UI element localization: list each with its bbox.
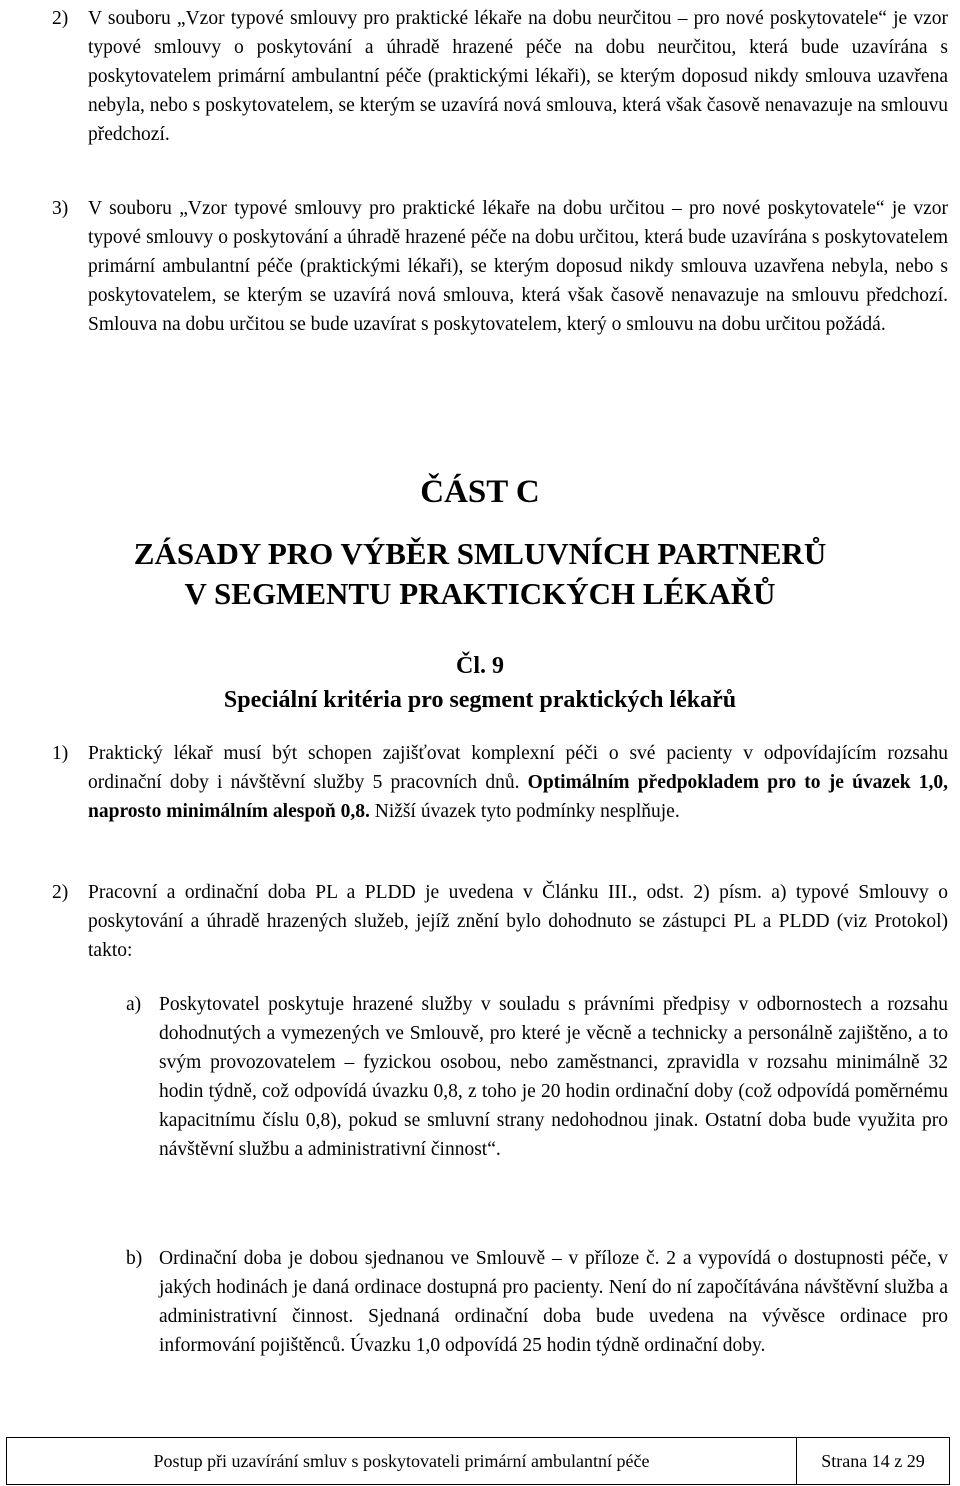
footer-document-title: Postup při uzavírání smluv s poskytovateli primární ambulantní péče xyxy=(7,1438,797,1484)
paragraph-item-3 xyxy=(52,194,948,339)
page-footer xyxy=(6,1437,950,1485)
sub-item-letter: a) xyxy=(126,994,142,1015)
item-text-part: Praktický lékař musí být schopen zajišťovat komplexní péči o své pacienty v odpovídajícím rozsahu ordinační doby i návštěvní služby 5 pracovních dnů. xyxy=(88,743,948,793)
article-item-1 xyxy=(52,739,948,826)
item-text-bold: Optimálním předpokladem pro to je úvazek 1,0, naprosto minimálním alespoň 0,8. xyxy=(88,772,948,822)
part-subtitle-line2: V SEGMENTU PRAKTICKÝCH LÉKAŘŮ xyxy=(184,576,776,611)
sub-item-text: Ordinační doba je dobou sjednanou ve Smlouvě – v příloze č. 2 a vypovídá o dostupnosti péče, v jakých hodinách je daná ordinace dostupná pro pacienty. Není do ní započítávána návštěvní služba a administrativní činnost. Sjednaná ordinační doba bude uvedena na vývěsce ordinace pro informování pojištěnců. Úvazku 1,0 odpovídá 25 hodin týdně ordinační doby. xyxy=(159,1248,948,1356)
sub-item-text: Poskytovatel poskytuje hrazené služby v souladu s právními předpisy v odbornostech a rozsahu dohodnutých a vymezených ve Smlouvě, pro které je věcně a technicky a personálně zajištěno, a to svým provozovatelem – fyzickou osobou, nebo zaměstnanci, zpravidla v rozsahu minimálně 32 hodin týdně, což odpovídá úvazku 0,8, z toho je 20 hodin ordinační doby (což odpovídá poměrnému kapacitnímu číslu 0,8), pokud se smluvní strany nedohodnou jinak. Ostatní doba bude využita pro návštěvní službu a administrativní činnost“. xyxy=(159,994,948,1160)
article-item-2 xyxy=(52,878,948,965)
article-title: Speciální kritéria pro segment praktických lékařů xyxy=(223,687,737,713)
part-title: ČÁST C xyxy=(420,474,540,510)
footer-page-number: Strana 14 z 29 xyxy=(821,1450,925,1471)
item-number: 2) xyxy=(52,8,69,29)
item-text: Pracovní a ordinační doba PL a PLDD je uvedena v Článku III., odst. 2) písm. a) typové Smlouvy o poskytování a úhradě hrazených služeb, jejíž znění bylo dohodnuto se zástupci PL a PLDD (viz Protokol) takto: xyxy=(88,882,948,961)
item-text-part: Nižší úvazek tyto podmínky nesplňuje. xyxy=(369,801,680,822)
part-subtitle-line1: ZÁSADY PRO VÝBĚR SMLUVNÍCH PARTNERŮ xyxy=(133,536,827,571)
item-number: 2) xyxy=(52,882,69,903)
item-text xyxy=(88,739,948,826)
item-text: V souboru „Vzor typové smlouvy pro praktické lékaře na dobu určitou – pro nové poskytovatele“ je vzor typové smlouvy o poskytování a úhradě hrazené péče na dobu určitou, která bude uzavírána s poskytovatelem primární ambulantní péče (praktickými lékaři), se kterým doposud nikdy smlouva uzavřena nebyla, nebo s poskytovatelem, se kterým se uzavírá nová smlouva, která však časově nenavazuje na smlouvu předchozí. Smlouva na dobu určitou se bude uzavírat s poskytovatelem, který o smlouvu na dobu určitou požádá. xyxy=(88,198,948,335)
item-text: V souboru „Vzor typové smlouvy pro praktické lékaře na dobu neurčitou – pro nové poskytovatele“ je vzor typové smlouvy o poskytování a úhradě hrazené péče na dobu neurčitou, která bude uzavírána s poskytovatelem primární ambulantní péče (praktickými lékaři), se kterým doposud nikdy smlouva uzavřena nebyla, nebo s poskytovatelem, se kterým se uzavírá nová smlouva, která však časově nenavazuje na smlouvu předchozí. xyxy=(88,8,948,145)
item-number: 1) xyxy=(52,743,69,764)
sub-item-a xyxy=(126,990,948,1164)
sub-item-letter: b) xyxy=(126,1248,143,1269)
sub-item-b xyxy=(126,1244,948,1360)
item-number: 3) xyxy=(52,198,69,219)
paragraph-item-2 xyxy=(52,4,948,149)
article-number: Čl. 9 xyxy=(456,653,504,679)
